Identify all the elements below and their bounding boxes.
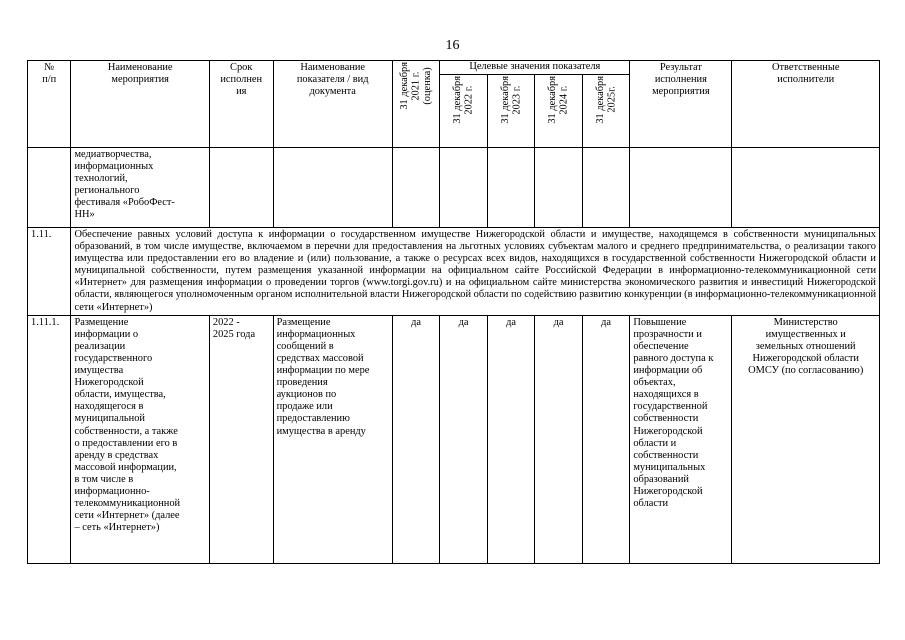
header-2023: 31 декабря 2023 г. <box>499 76 523 124</box>
header-target-values: Целевые значения показателя <box>440 61 630 75</box>
item-deadline: 2022 - 2025 года <box>209 315 273 563</box>
header-2023-cell <box>487 75 535 148</box>
header-indicator-name: Наименование показателя / вид документа <box>273 61 392 148</box>
item-value-2025: да <box>582 315 630 563</box>
item-value-2022: да <box>440 315 488 563</box>
header-responsible: Ответственные исполнители <box>732 61 880 148</box>
header-2022-cell <box>440 75 488 148</box>
header-2025-cell <box>582 75 630 148</box>
header-event-name: Наименование мероприятия <box>71 61 209 148</box>
cell-empty <box>392 148 440 228</box>
header-result: Результат исполнения мероприятия <box>630 61 732 148</box>
cell-empty <box>487 148 535 228</box>
header-row-1 <box>28 61 880 75</box>
item-responsible: Министерство имущественных и земельных отношений Нижегородской области ОМСУ (по согласованию) <box>732 315 880 563</box>
cell-empty <box>28 148 71 228</box>
cell-empty <box>273 148 392 228</box>
page-number: 16 <box>445 38 460 53</box>
cell-empty <box>732 148 880 228</box>
table-row-continuation <box>28 148 880 228</box>
header-2021: 31 декабря 2021 г. (оценка) <box>398 62 433 110</box>
header-2021-cell <box>392 61 440 148</box>
section-text: Обеспечение равных условий доступа к информации о государственном имуществе Нижегородской области и имуществе, находящемся в собственности муниципальных образований, в том числе имуществе, включаемом в перечни для предоставления на льготных условиях субъектам малого и среднего предпринимательства, о реализации такого имущества или предоставлении его во владение и (или) пользование, а также о ресурсах всех видов, находящихся в государственной собственности Нижегородской области и муниципальной собственности, путем размещения указанной информации на официальном сайте Российской Федерации в информационно-телекоммуникационной сети «Интернет» для размещения информации о проведении торгов (www.torgi.gov.ru) и на официальном сайте министерства экономического развития и инвестиций Нижегородской области, являющегося уполномоченным органом исполнительной власти Нижегородской области по содействию развитию конкуренции (в информационно-телекоммуникационной сети «Интернет») <box>71 228 880 316</box>
item-value-2023: да <box>487 315 535 563</box>
item-indicator-name: Размещение информационных сообщений в средствах массовой информации по мере проведения аукционов по продаже или предоставлению имущества в аренду <box>273 315 392 563</box>
section-num: 1.11. <box>28 228 71 316</box>
table-row-item <box>28 315 880 563</box>
header-deadline: Срок исполнен ия <box>209 61 273 148</box>
cell-empty <box>535 148 583 228</box>
cell-empty <box>582 148 630 228</box>
cell-event-name: медиатворчества, информационных технологий, регионального фестиваля «РобоФест- НН» <box>71 148 209 228</box>
measures-table <box>27 60 880 564</box>
item-value-2021: да <box>392 315 440 563</box>
item-value-2024: да <box>535 315 583 563</box>
item-num: 1.11.1. <box>28 315 71 563</box>
item-result: Повышение прозрачности и обеспечение равного доступа к информации об объектах, находящихся в государственной собственности Нижегородской области и собственности муниципальных образований Нижегородской области <box>630 315 732 563</box>
header-2024-cell <box>535 75 583 148</box>
header-num: № п/п <box>28 61 71 148</box>
table-row-section <box>28 228 880 316</box>
cell-empty <box>440 148 488 228</box>
cell-empty <box>209 148 273 228</box>
header-2025: 31 декабря 2025г. <box>594 76 618 124</box>
cell-empty <box>630 148 732 228</box>
header-2022: 31 декабря 2022 г. <box>452 76 475 124</box>
header-2024: 31 декабря 2024 г. <box>547 76 570 124</box>
item-event-name: Размещение информации о реализации государственного имущества Нижегородской области, имущества, находящегося в муниципальной собственности, а также о предоставлении его в аренду в средствах массовой информации, в том числе в информационно- телекоммуникационной сети «Интернет» (далее – сеть «Интернет») <box>71 315 209 563</box>
